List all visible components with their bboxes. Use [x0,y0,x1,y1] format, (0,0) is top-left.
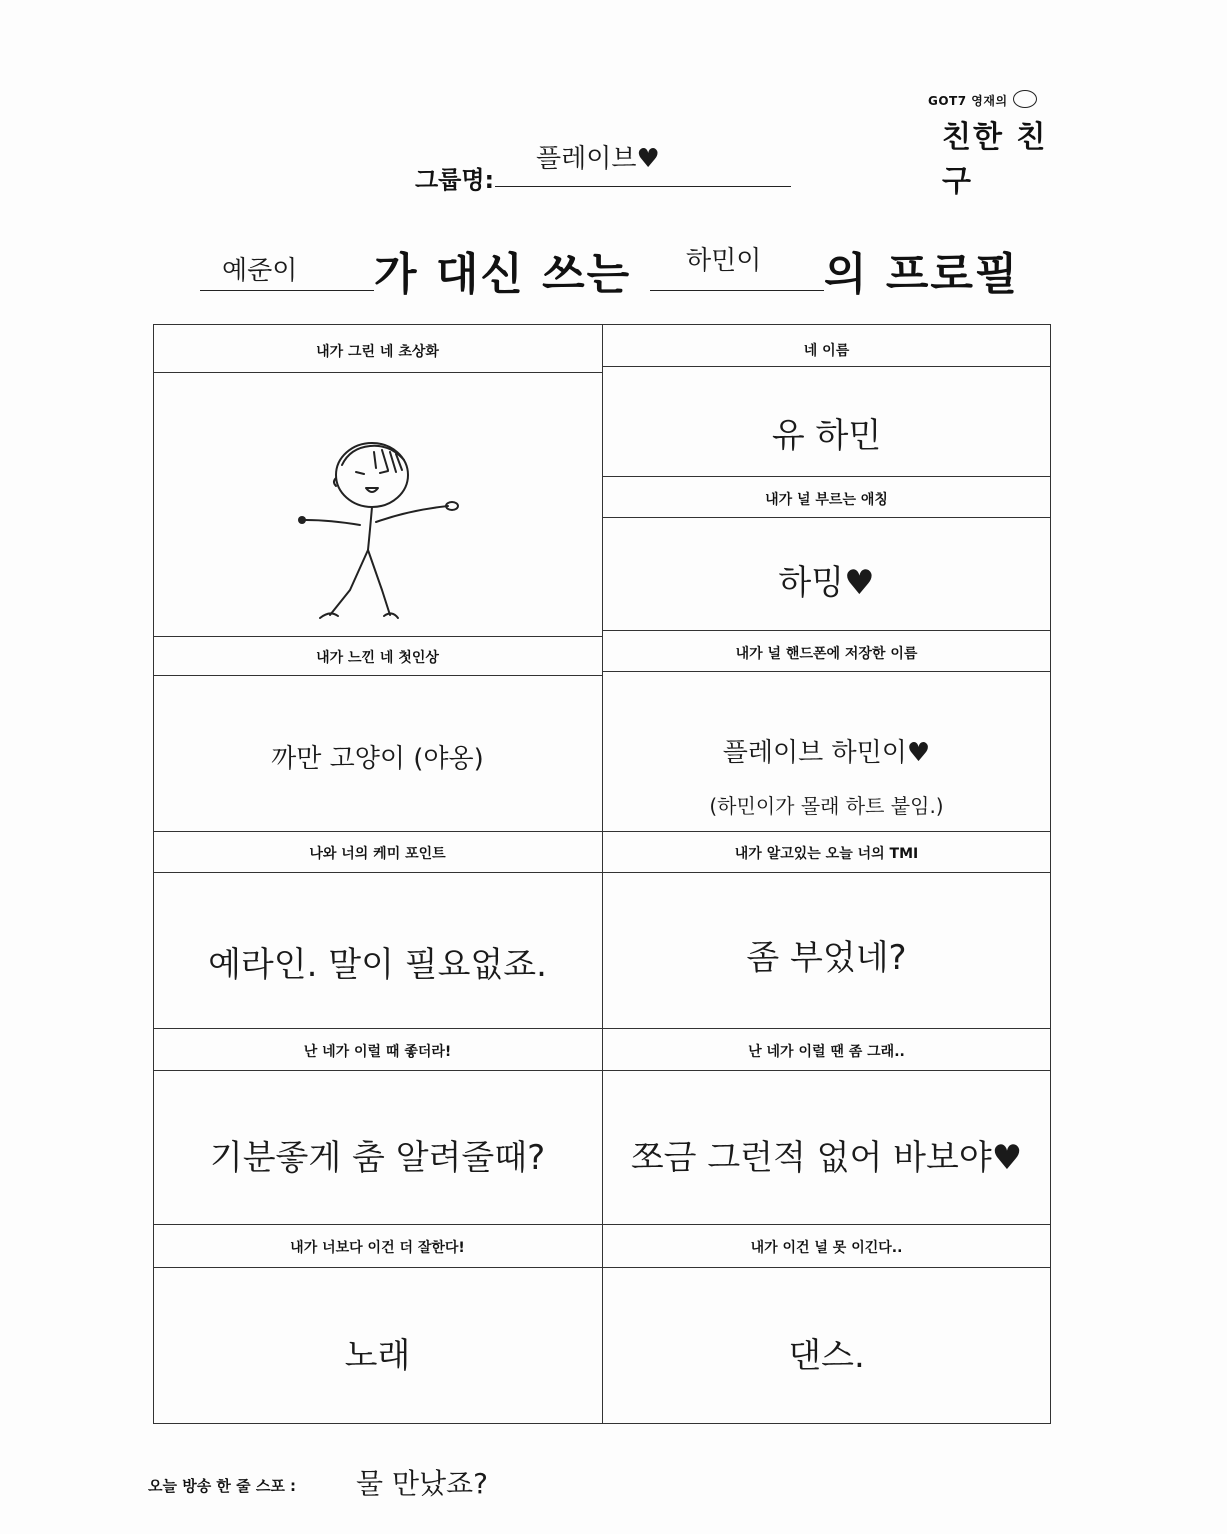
title-middle: 가 대신 쓰는 [374,249,632,300]
tmi-value: 좀 부었네? [746,938,907,978]
lose-header: 내가 이건 널 못 이긴다.. [750,1240,903,1256]
name-value: 유 하민 [771,416,882,456]
row-divider [153,1070,602,1071]
row-divider [153,1028,602,1029]
row-divider [153,1224,602,1225]
portrait-drawing [290,430,470,630]
row-divider [602,1267,1051,1268]
row-divider [602,1224,1051,1225]
logo-big-text: 친한 친구 [942,120,1048,199]
row-divider [602,630,1051,631]
row-divider [602,476,1051,477]
row-divider [602,366,1051,367]
row-divider [602,517,1051,518]
row-divider [602,1070,1051,1071]
row-divider [153,675,602,676]
row-divider [602,831,1051,832]
group-name-label: 그룹명: [415,166,495,194]
writer-name: 예준이 [222,256,298,286]
row-divider [153,872,602,873]
title-end: 의 프로필 [824,249,1020,300]
dislike-header: 난 네가 이럴 땐 좀 그래.. [748,1044,905,1060]
logo-face-icon [1013,90,1037,108]
row-divider [153,372,602,373]
better-value: 노래 [344,1336,411,1376]
subject-name: 하민이 [686,246,762,276]
lose-value: 댄스. [788,1336,865,1376]
tmi-header: 내가 알고있는 오늘 너의 TMI [734,846,919,862]
group-name-underline [495,186,791,187]
row-divider [602,1028,1051,1029]
spoiler-value: 물 만났죠? [356,1467,488,1500]
nickname-header: 내가 널 부르는 애칭 [765,492,888,508]
chemi-value: 예라인. 말이 필요없죠. [208,945,547,985]
subject-underline [650,290,824,291]
portrait-header: 내가 그린 네 초상화 [316,344,439,360]
spoiler-label: 오늘 방송 한 줄 스포 : [148,1477,297,1495]
row-divider [153,636,602,637]
logo-small-text: GOT7 영재의 [928,94,1008,108]
better-header: 내가 너보다 이건 더 잘한다! [290,1240,465,1256]
name-header: 네 이름 [803,343,850,359]
row-divider [153,831,602,832]
group-name-value: 플레이브♥ [536,144,660,174]
nickname-value: 하밍♥ [778,563,875,603]
row-divider [602,872,1051,873]
phone-header: 내가 널 핸드폰에 저장한 이름 [735,646,918,662]
row-divider [602,671,1051,672]
writer-underline [200,290,374,291]
row-divider [153,1267,602,1268]
impression-value: 까만 고양이 (야옹) [271,744,484,774]
chemi-header: 나와 너의 케미 포인트 [309,846,446,862]
like-header: 난 네가 이럴 때 좋더라! [303,1044,452,1060]
impression-header: 내가 느낀 네 첫인상 [316,650,439,666]
like-value: 기분좋게 춤 알려줄때? [209,1138,546,1178]
dislike-value: 쪼금 그런적 없어 바보야♥ [630,1138,1023,1178]
show-logo [928,82,1048,199]
phone-note: (하민이가 몰래 하트 붙임.) [709,794,944,818]
phone-value: 플레이브 하민이♥ [722,738,931,768]
